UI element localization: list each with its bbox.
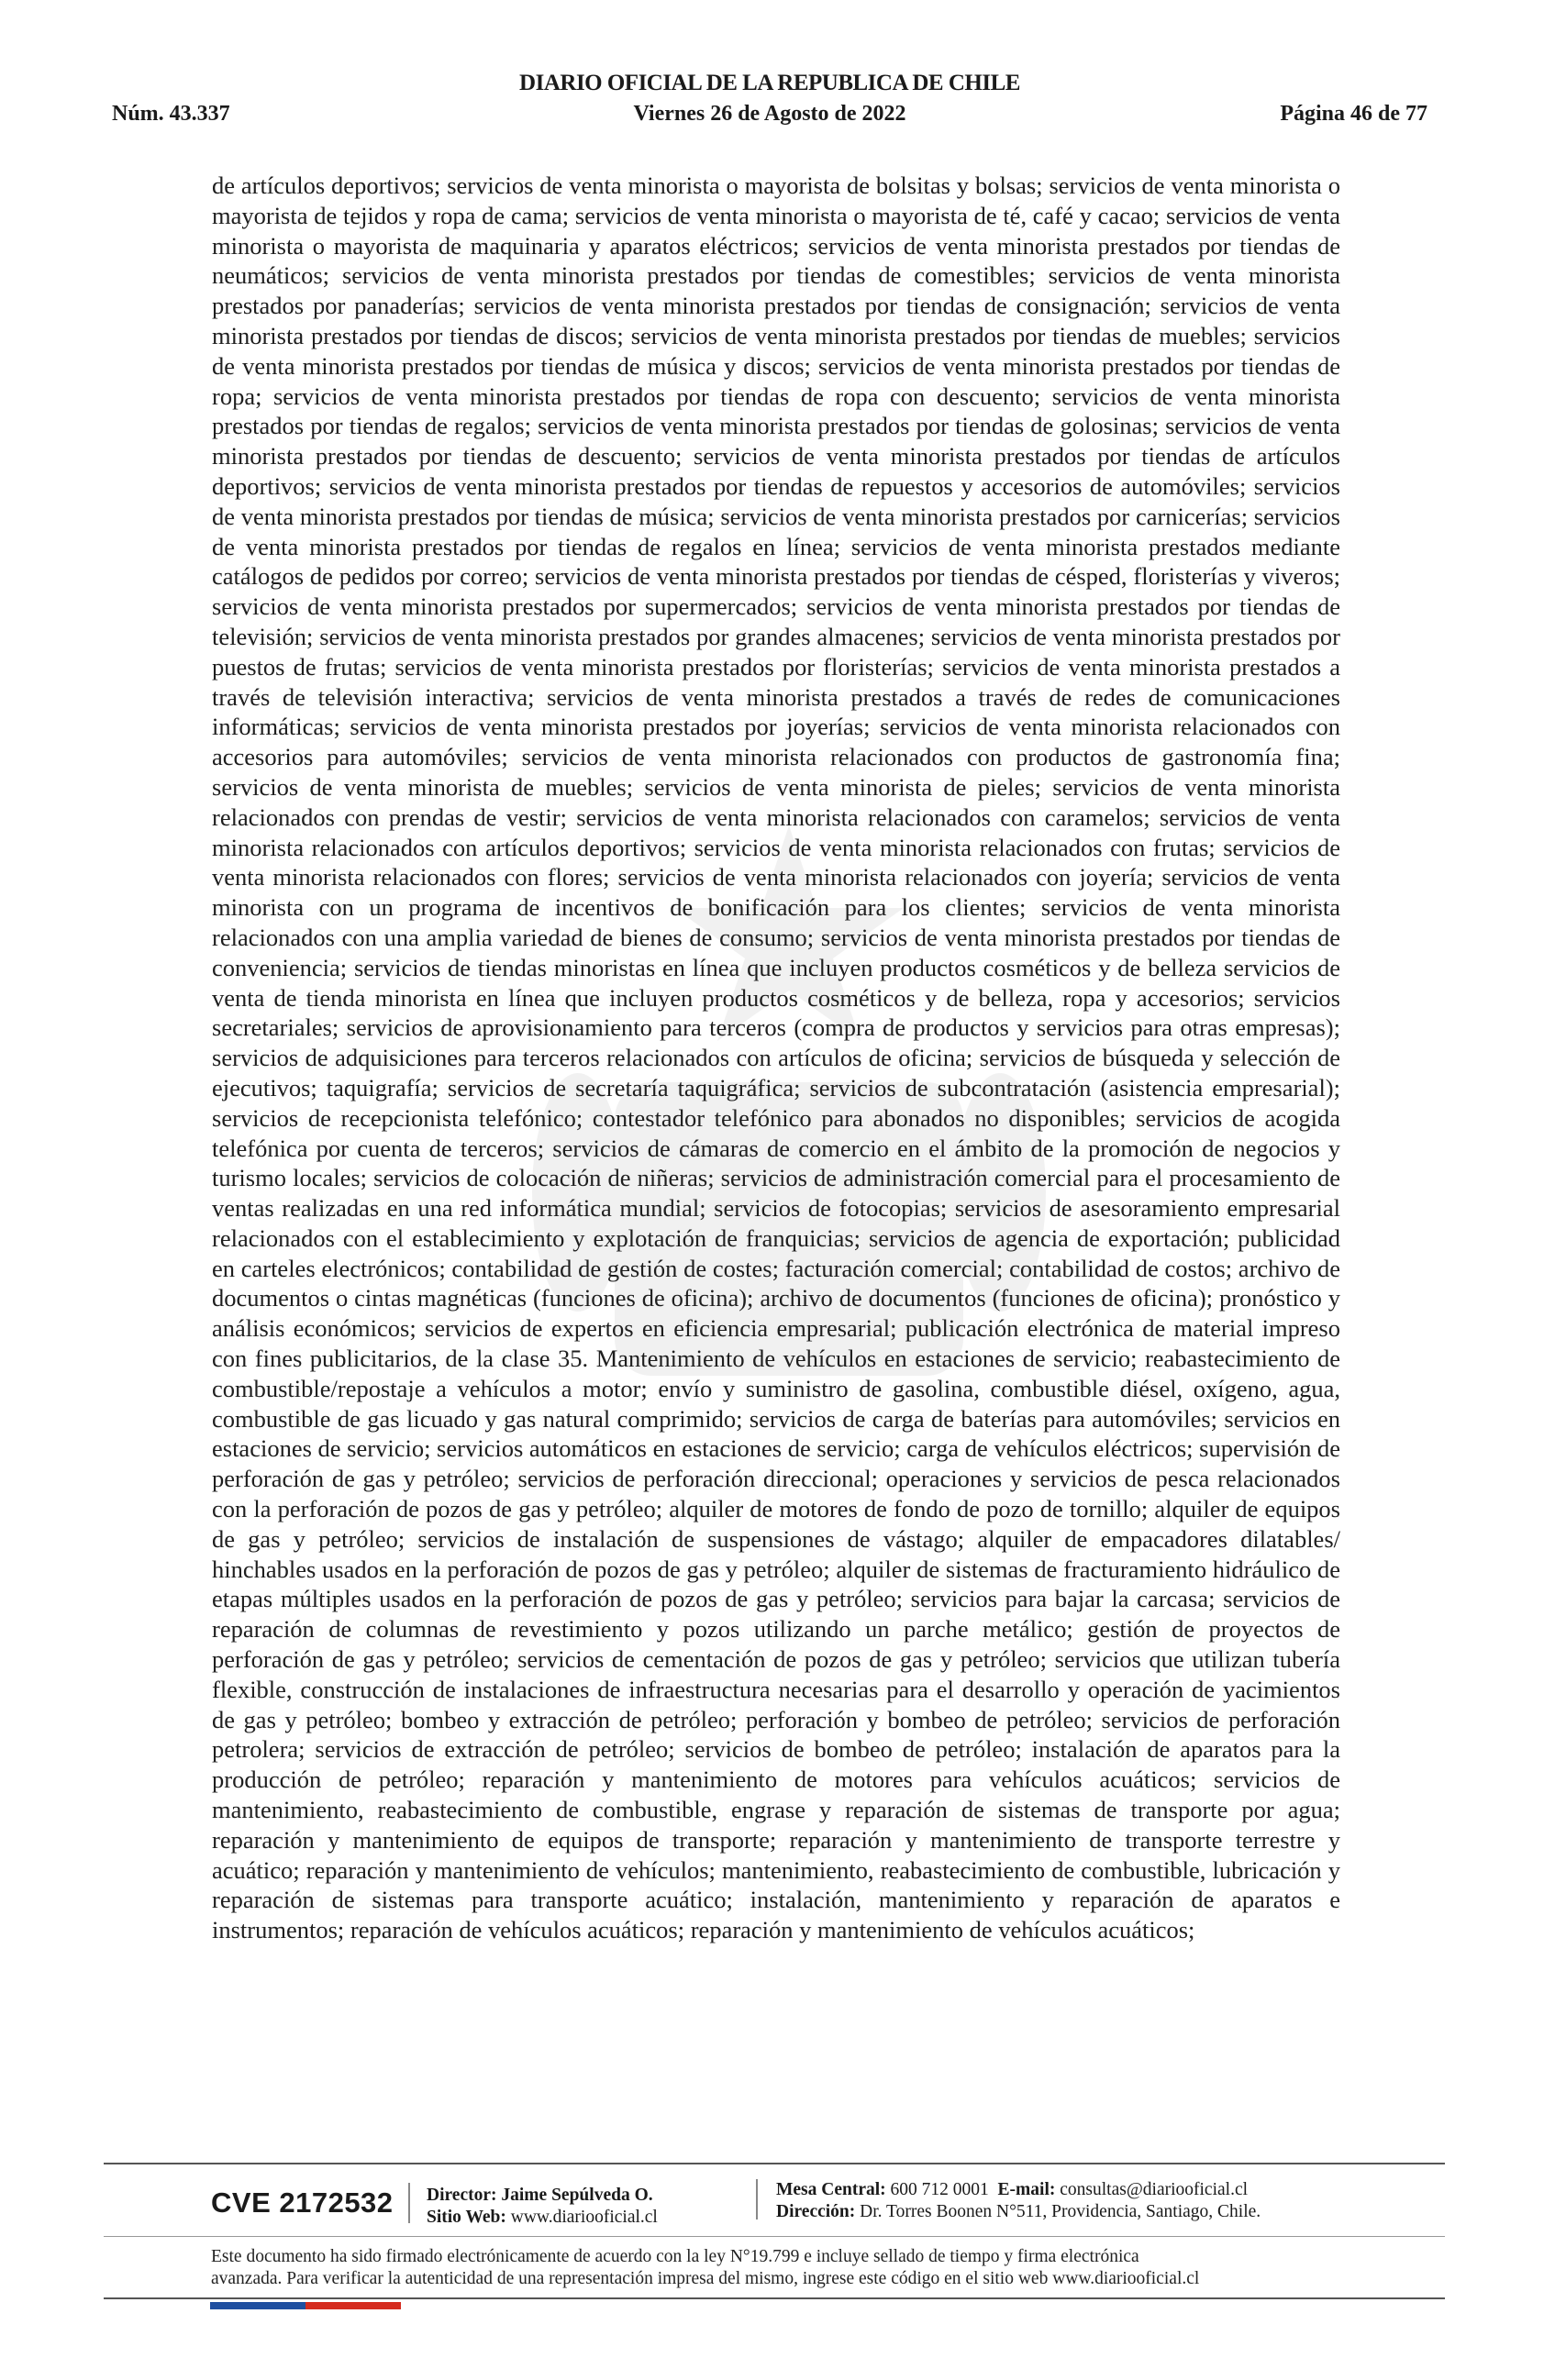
footer-contact-block [776,2179,1261,2223]
email-label: E-mail: [997,2180,1056,2199]
footer-divider [408,2183,410,2223]
flag-blue-segment [210,2302,305,2309]
footer-middle-rule [104,2236,1445,2237]
issue-date: Viernes 26 de Agosto de 2022 [633,102,906,126]
body-paragraph: de artículos deportivos; servicios de venta minorista o mayorista de bolsitas y bolsas; servicios de venta minorista o mayorista de tejidos y ropa de cama; servicios de venta minorista o mayorista de té, café y cacao; servicios de venta minorista o mayorista de maquinaria y aparatos eléctricos; servicios de venta minorista prestados por tiendas de neumáticos; servicios de venta minorista prestados por tiendas de comestibles; servicios de venta minorista prestados por panaderías; servicios de venta minorista prestados por tiendas de consignación; servicios de venta minorista prestados por tiendas de discos; servicios de venta minorista prestados por tiendas de muebles; servicios de venta minorista prestados por tiendas de música y discos; servicios de venta minorista prestados por tiendas de ropa; servicios de venta minorista prestados por tiendas de ropa con descuento; servicios de venta minorista prestados por tiendas de regalos; servicios de venta minorista prestados por tiendas de golosinas; servicios de venta minorista prestados por tiendas de descuento; servicios de venta minorista prestados por tiendas de artículos deportivos; servicios de venta minorista prestados por tiendas de repuestos y accesorios de automóviles; servicios de venta minorista prestados por tiendas de música; servicios de venta minorista prestados por carnicerías; servicios de venta minorista prestados por tiendas de regalos en línea; servicios de venta minorista prestados mediante catálogos de pedidos por correo; servicios de venta minorista prestados por tiendas de césped, floristerías y viveros; servicios de venta minorista prestados por supermercados; servicios de venta minorista prestados por tiendas de televisión; servicios de venta minorista prestados por grandes almacenes; servicios de venta minorista prestados por puestos de frutas; servicios de venta minorista prestados por floristerías; servicios de venta minorista prestados a través de televisión interactiva; servicios de venta minorista prestados a través de redes de comunicaciones informáticas; servicios de venta minorista prestados por joyerías; servicios de venta minorista relacionados con accesorios para automóviles; servicios de venta minorista relacionados con productos de gastronomía fina; servicios de venta minorista de muebles; servicios de venta minorista de pieles; servicios de venta minorista relacionados con prendas de vestir; servicios de venta minorista relacionados con caramelos; servicios de venta minorista relacionados con artículos deportivos; servicios de venta minorista relacionados con frutas; servicios de venta minorista relacionados con flores; servicios de venta minorista relacionados con joyería; servicios de venta minorista con un programa de incentivos de bonificación para los clientes; servicios de venta minorista relacionados con una amplia variedad de bienes de consumo; servicios de venta minorista prestados por tiendas de conveniencia; servicios de tiendas minoristas en línea que incluyen productos cosméticos y de belleza servicios de venta de tienda minorista en línea que incluyen productos cosméticos y de belleza, ropa y accesorios; servicios secretariales; servicios de aprovisionamiento para terceros (compra de productos y servicios para otras empresas); servicios de adquisiciones para terceros relacionados con artículos de oficina; servicios de búsqueda y selección de ejecutivos; taquigrafía; servicios de secretaría taquigráfica; servicios de subcontratación (asistencia empresarial); servicios de recepcionista telefónico; contestador telefónico para abonados no disponibles; servicios de acogida telefónica por cuenta de terceros; servicios de cámaras de comercio en el ámbito de la promoción de negocios y turismo locales; servicios de colocación de niñeras; servicios de administración comercial para el procesamiento de ventas realizadas en una red informática mundial; servicios de fotocopias; servicios de asesoramiento empresarial relacionados con el establecimiento y explotación de franquicias; servicios de agencia de exportación; publicidad en carteles electrónicos; contabilidad de gestión de costes; facturación comercial; contabilidad de costos; archivo de documentos o cintas magnéticas (funciones de oficina); archivo de documentos (funciones de oficina); pronóstico y análisis económicos; servicios de expertos en eficiencia empresarial; publicación electrónica de material impreso con fines publicitarios, de la clase 35. Mantenimiento de vehículos en estaciones de servicio; reabastecimiento de combustible/repostaje a vehículos a motor; envío y suministro de gasolina, combustible diésel, oxígeno, agua, combustible de gas licuado y gas natural comprimido; servicios de carga de baterías para automóviles; servicios en estaciones de servicio; servicios automáticos en estaciones de servicio; carga de vehículos eléctricos; supervisión de perforación de gas y petróleo; servicios de perforación direccional; operaciones y servicios de pesca relacionados con la perforación de pozos de gas y petróleo; alquiler de motores de fondo de pozo de tornillo; alquiler de equipos de gas y petróleo; servicios de instalación de suspensiones de vástago; alquiler de empacadores dilatables/ hinchables usados en la perforación de pozos de gas y petróleo; alquiler de sistemas de fracturamiento hidráulico de etapas múltiples usados en la perforación de pozos de gas y petróleo; servicios para bajar la carcasa; servicios de reparación de columnas de revestimiento y pozos utilizando un parche metálico; gestión de proyectos de perforación de gas y petróleo; servicios de cementación de pozos de gas y petróleo; servicios que utilizan tubería flexible, construcción de instalaciones de infraestructura necesarias para el desarrollo y operación de yacimientos de gas y petróleo; bombeo y extracción de petróleo; perforación y bombeo de petróleo; servicios de perforación petrolera; servicios de extracción de petróleo; servicios de bombeo de petróleo; instalación de aparatos para la producción de petróleo; reparación y mantenimiento de motores para vehículos acuáticos; servicios de mantenimiento, reabastecimiento de combustible, engrase y reparación de sistemas de transporte por agua; reparación y mantenimiento de equipos de transporte; reparación y mantenimiento de transporte terrestre y acuático; reparación y mantenimiento de vehículos; mantenimiento, reabastecimiento de combustible, lubricación y reparación de sistemas para transporte acuático; instalación, mantenimiento y reparación de aparatos e instrumentos; reparación de vehículos acuáticos; reparación y mantenimiento de vehículos acuáticos; [212,172,1340,1944]
page-header [112,70,1427,134]
legal-line: Este documento ha sido firmado electrónicamente de acuerdo con la ley N°19.799 e incluye sellado de tiempo y firma electrónica [211,2247,1139,2266]
mesa-phone: 600 712 0001 [890,2180,989,2199]
contact-line [776,2179,1261,2201]
director-label: Director: [427,2186,497,2205]
mesa-label: Mesa Central: [776,2180,886,2199]
header-info-row [112,98,1427,129]
website-link[interactable]: www.diariooficial.cl [510,2208,658,2227]
address-value: Dr. Torres Boonen N°511, Providencia, Santiago, Chile. [860,2202,1261,2221]
email-link[interactable]: consultas@diariooficial.cl [1060,2180,1249,2199]
website-label: Sitio Web: [427,2208,506,2227]
footer-divider [756,2179,758,2219]
legal-notice [211,2246,1349,2290]
cve-code: CVE 2172532 [211,2186,394,2219]
legal-line: avanzada. Para verificar la autenticidad de una representación impresa del mismo, ingrese este código en el sitio web www.diariooficial.cl [211,2269,1200,2288]
director-name: Jaime Sepúlveda O. [501,2186,653,2205]
issue-number: Núm. 43.337 [112,102,230,126]
publication-title: DIARIO OFICIAL DE LA REPUBLICA DE CHILE [519,71,1020,95]
footer-top-rule [104,2163,1445,2164]
address-line [776,2201,1261,2223]
page-number: Página 46 de 77 [1280,102,1427,126]
director-line [427,2185,658,2207]
flag-stripe [210,2302,401,2309]
footer-bottom-rule [104,2297,1445,2299]
flag-red-segment [305,2302,401,2309]
page-footer [104,2166,1445,2240]
footer-director-block [427,2185,658,2229]
address-label: Dirección: [776,2202,856,2221]
website-line [427,2207,658,2229]
